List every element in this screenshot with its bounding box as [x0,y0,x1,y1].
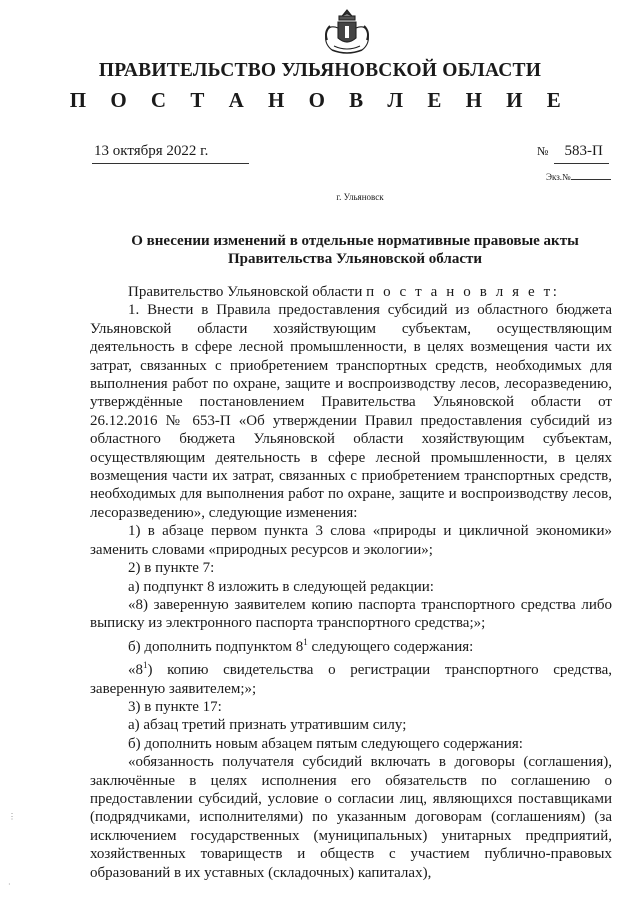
paragraph-9: а) абзац третий признать утратившим силу; [128,717,407,734]
paragraph-7 [90,656,612,698]
paragraph-4: а) подпункт 8 изложить в следующей редакции: [128,578,434,595]
document-number [537,143,609,164]
government-name: ПРАВИТЕЛЬСТВО УЛЬЯНОВСКОЙ ОБЛАСТИ [98,60,542,81]
intro-paragraph [90,283,612,301]
margin-scan-mark: · [8,880,11,889]
copy-number [546,172,611,182]
copy-label: Экз.№ [546,172,571,182]
document-date: 13 октября 2022 г. [92,143,249,164]
number-label: № [537,144,549,158]
number-value: 583-П [554,143,608,164]
coat-of-arms-emblem [318,6,376,58]
paragraph-2: 1) в абзаце первом пункта 3 слова «природы и цикличной экономики» заменить словами «природных ресурсов и экологии»; [90,523,612,558]
p6-text-a: б) дополнить подпунктом 8 [128,638,304,655]
subject-line-2: Правительства Ульяновской области [227,251,483,267]
copy-blank [571,179,611,180]
city: г. Ульяновск [336,192,384,202]
p6-superscript: 1 [303,636,308,647]
paragraph-3: 2) в пункте 7: [128,560,215,577]
intro-subject: Правительство Ульяновской области [128,284,363,300]
margin-scan-mark: ⋮ [8,812,16,821]
intro-verb: п о с т а н о в л я е т: [366,284,560,300]
subject-line-1: О внесении изменений в отдельные нормативные правовые акты [131,233,579,249]
paragraph-10: б) дополнить новым абзацем пятым следующего содержания: [128,735,523,752]
document-subject [120,232,590,268]
paragraph-1: 1. Внести в Правила предоставления субсидий из областного бюджета Ульяновской области хозяйствующим субъектам, осуществляющим деятельность в сфере лесной промышленности, в целях возмещения части их затрат, связанных с приобретением транспортных средств, необходимых для выполнения работ по охране, защите и воспроизводству лесов, лесоразведению, утверждённые постановлением Правительства Ульяновской области от 26.12.2016 № 653-П «Об утверждении Правил предоставления субсидий из областного бюджета Ульяновской области хозяйствующим субъектам, осуществляющим деятельность в сфере лесной промышленности, в целях возмещения части их затрат, связанных с приобретением транспортных средств, необходимых для выполнения работ по охране, защите и воспроизводству лесов, лесоразведению», следующие изменения: [90,302,612,521]
p7-superscript: 1 [143,660,148,671]
document-type: П О С Т А Н О В Л Е Н И Е [69,88,571,112]
p7-text-a: «8 [128,662,143,679]
paragraph-8: 3) в пункте 17: [128,698,222,715]
paragraph-5: «8) заверенную заявителем копию паспорта транспортного средства либо выписку из электронного паспорта транспортного средства;»; [90,596,612,632]
paragraph-6 [90,633,612,656]
document-body [90,283,612,882]
p7-text-b: ) копию свидетельства о регистрации транспортного средства, заверенную заявителем;»; [90,662,612,697]
p6-text-b: следующего содержания: [307,638,474,655]
paragraph-11: «обязанность получателя субсидий включать в договоры (соглашения), заключённые в целях исполнения его обязательств по соглашению о предоставлении субсидий, условие о согласии лиц, являющихся поставщиками (подрядчиками, исполнителями) по указанным договорам (соглашениям) (за исключением государственных (муниципальных) унитарных предприятий, хозяйственных товариществ и обществ с участием публично-правовых образований в их уставных (складочных) капиталах), [90,754,612,881]
